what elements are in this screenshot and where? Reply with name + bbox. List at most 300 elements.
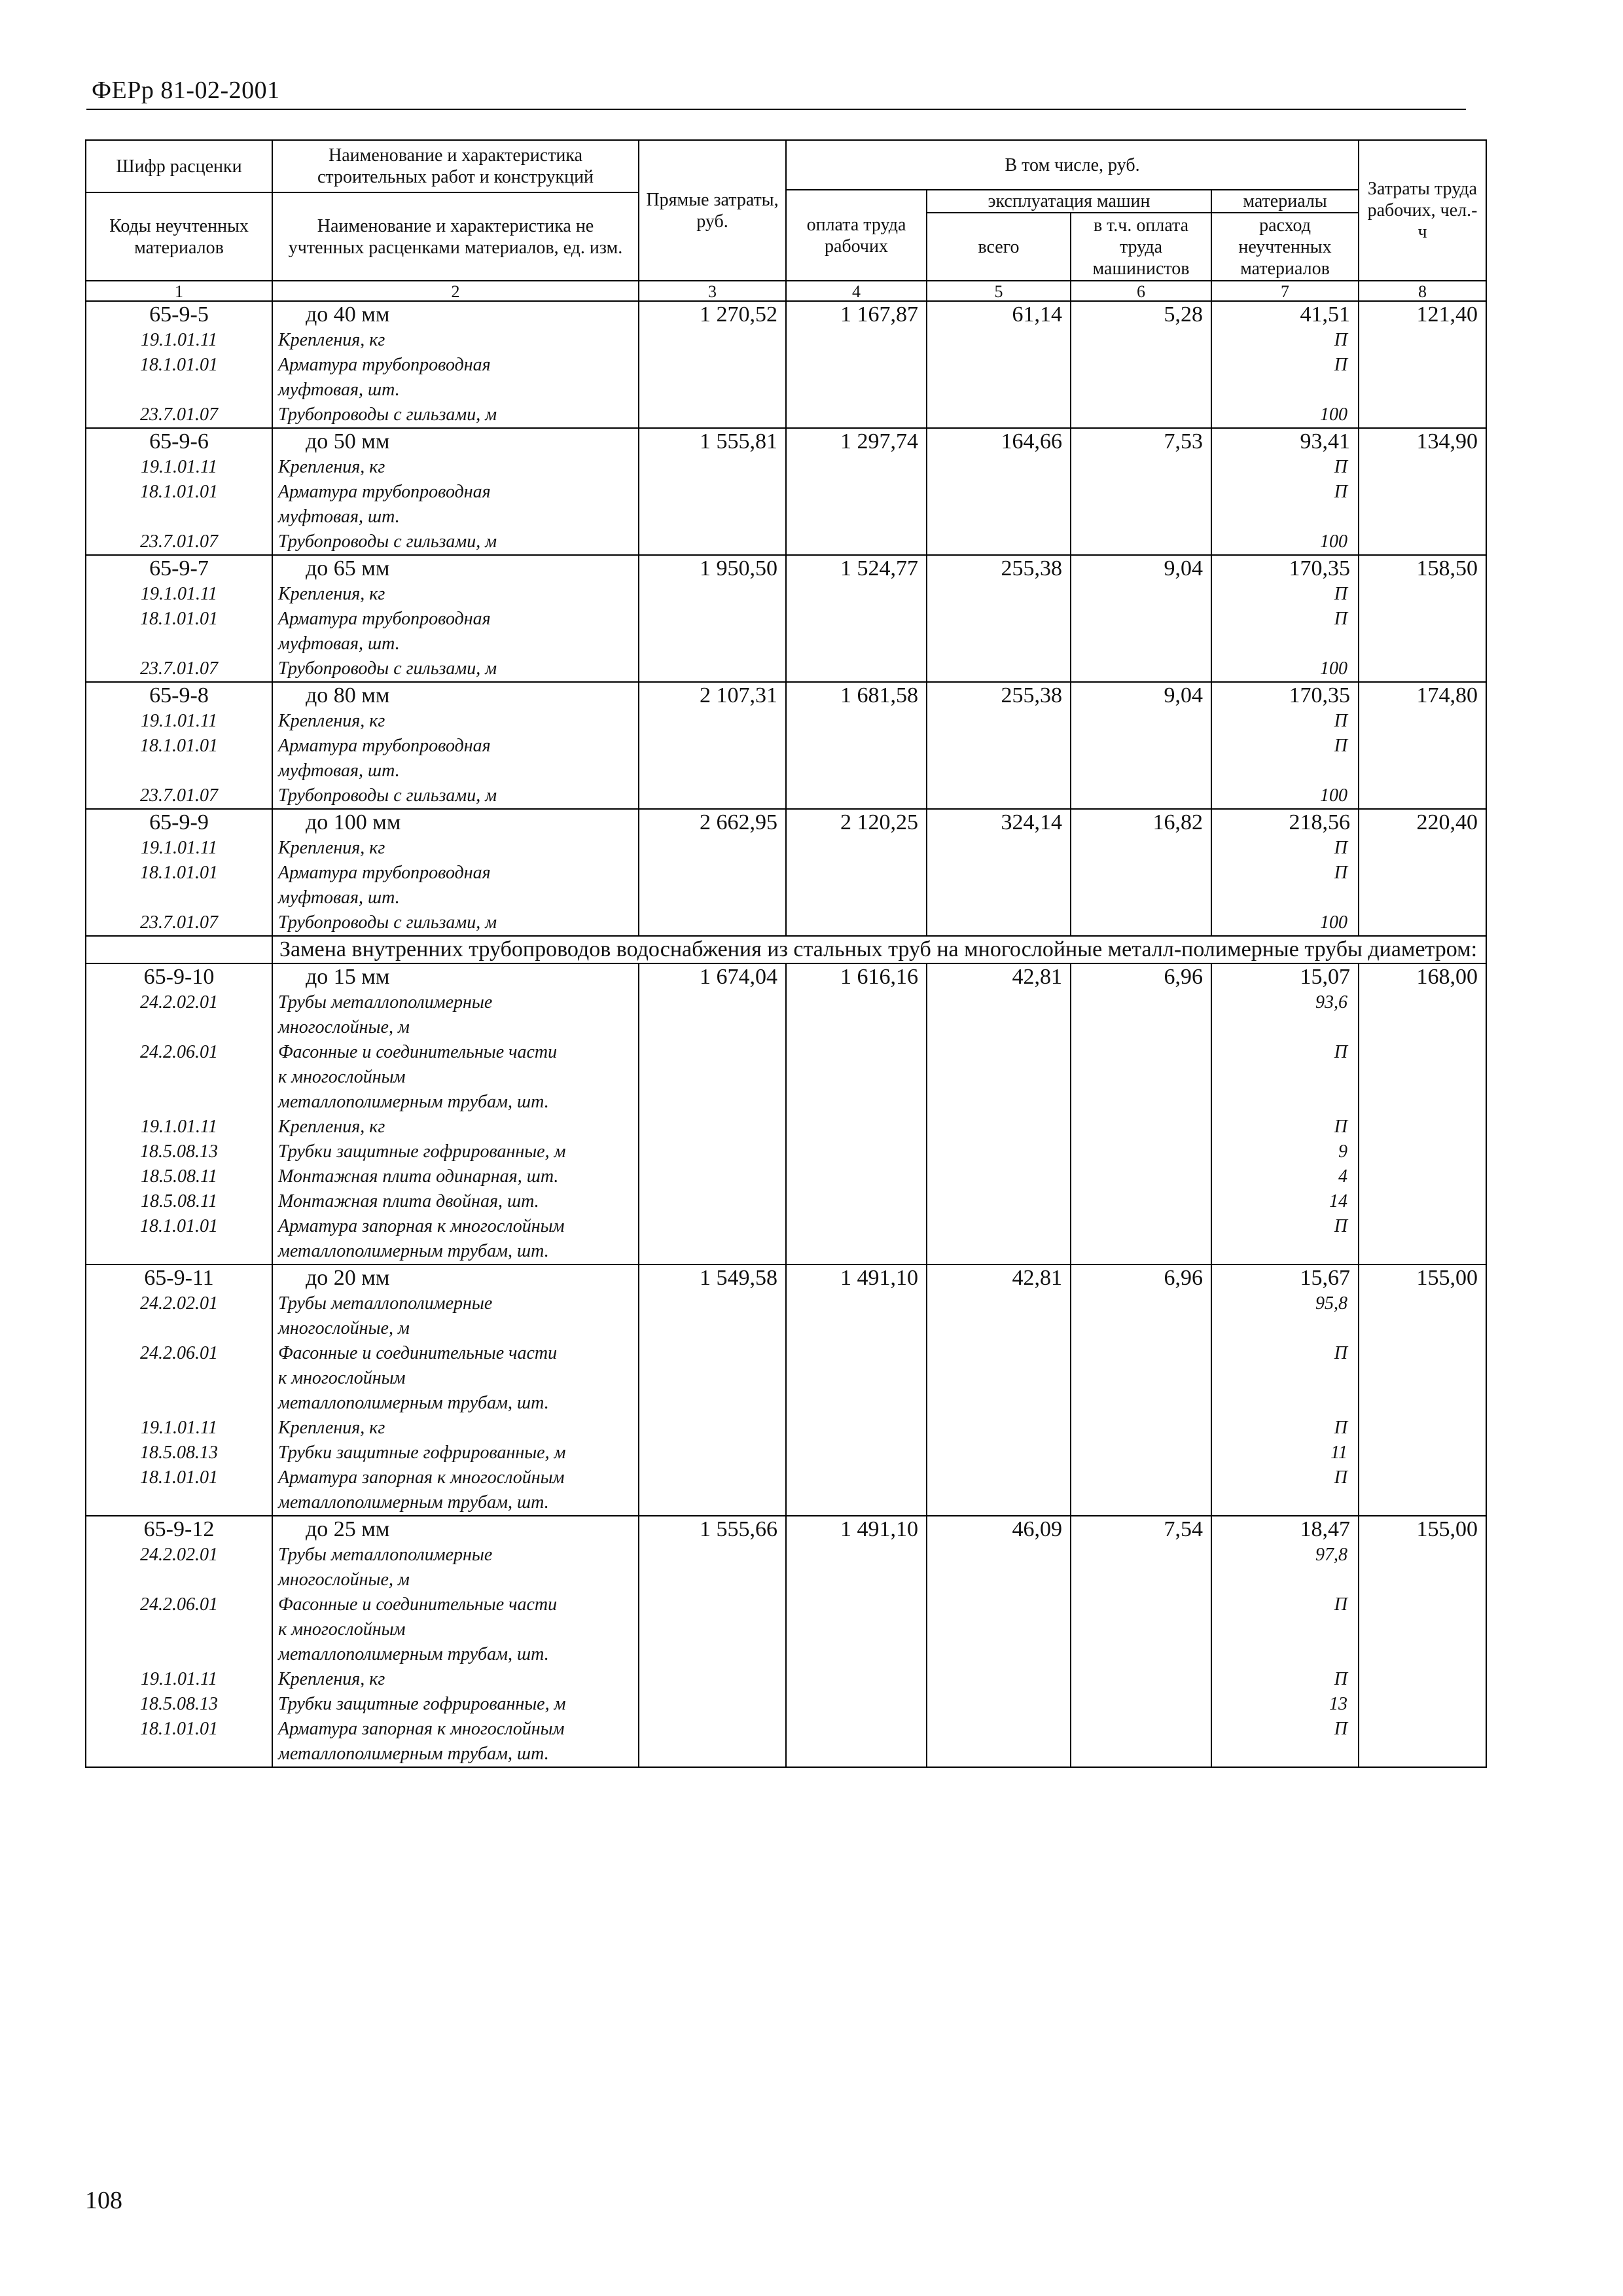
material-code: 18.5.08.13 (86, 1139, 272, 1164)
material-name: к многослойным (272, 1366, 639, 1391)
empty-cell (786, 734, 927, 759)
material-code (86, 1366, 272, 1391)
empty-cell (1071, 1189, 1211, 1214)
material-row (86, 1543, 1486, 1568)
material-qty: П (1211, 1341, 1359, 1366)
material-code: 24.2.06.01 (86, 1341, 272, 1366)
empty-cell (1071, 1139, 1211, 1164)
empty-cell (639, 1543, 786, 1568)
empty-cell (1071, 607, 1211, 632)
empty-cell (1071, 1441, 1211, 1465)
material-row (86, 582, 1486, 607)
empty-cell (639, 783, 786, 809)
empty-cell (1359, 529, 1486, 555)
operators-cost: 16,82 (1071, 809, 1211, 836)
empty-cell (927, 1341, 1071, 1366)
labor-hours: 174,80 (1359, 682, 1486, 709)
empty-cell (927, 1692, 1071, 1717)
material-code: 24.2.06.01 (86, 1040, 272, 1065)
rate-row (86, 428, 1486, 455)
material-row (86, 1568, 1486, 1592)
empty-cell (1071, 1490, 1211, 1516)
empty-cell (1359, 1115, 1486, 1139)
material-qty: П (1211, 836, 1359, 861)
material-qty (1211, 1366, 1359, 1391)
material-qty: 100 (1211, 403, 1359, 428)
empty-cell (927, 1568, 1071, 1592)
empty-cell (786, 353, 927, 378)
material-name: Арматура запорная к многослойным (272, 1717, 639, 1742)
empty-cell (639, 1214, 786, 1239)
empty-cell (786, 1015, 927, 1040)
empty-cell (786, 709, 927, 734)
empty-cell (786, 328, 927, 353)
material-qty: П (1211, 1717, 1359, 1742)
material-row (86, 1090, 1486, 1115)
material-code (86, 1568, 272, 1592)
empty-cell (1359, 1139, 1486, 1164)
material-code (86, 505, 272, 529)
material-row (86, 1391, 1486, 1416)
material-row (86, 910, 1486, 936)
material-code (86, 886, 272, 910)
empty-cell (927, 1139, 1071, 1164)
empty-cell (927, 1617, 1071, 1642)
materials-cost: 170,35 (1211, 682, 1359, 709)
rate-name: до 15 мм (272, 963, 639, 990)
empty-cell (639, 1139, 786, 1164)
empty-cell (927, 1391, 1071, 1416)
empty-cell (1071, 1366, 1211, 1391)
material-row (86, 1239, 1486, 1265)
material-name: металлополимерным трубам, шт. (272, 1742, 639, 1767)
material-code: 18.1.01.01 (86, 1465, 272, 1490)
column-number-cell: 1 (86, 281, 272, 301)
material-row (86, 1040, 1486, 1065)
empty-cell (927, 1416, 1071, 1441)
empty-cell (786, 1189, 927, 1214)
empty-cell (1359, 455, 1486, 480)
material-row (86, 656, 1486, 682)
material-code: 19.1.01.11 (86, 1115, 272, 1139)
material-qty: П (1211, 1667, 1359, 1692)
material-code: 18.1.01.01 (86, 861, 272, 886)
empty-cell (927, 403, 1071, 428)
material-code (86, 1015, 272, 1040)
empty-cell (1359, 1065, 1486, 1090)
empty-cell (639, 328, 786, 353)
material-row (86, 328, 1486, 353)
material-code: 18.1.01.01 (86, 734, 272, 759)
material-qty (1211, 1617, 1359, 1642)
empty-cell (927, 734, 1071, 759)
material-qty: 4 (1211, 1164, 1359, 1189)
material-row (86, 709, 1486, 734)
operators-cost: 9,04 (1071, 682, 1211, 709)
material-code: 18.5.08.13 (86, 1692, 272, 1717)
empty-cell (927, 1465, 1071, 1490)
empty-cell (786, 1090, 927, 1115)
empty-cell (639, 1065, 786, 1090)
empty-cell (639, 1040, 786, 1065)
material-code (86, 1391, 272, 1416)
column-number-cell: 2 (272, 281, 639, 301)
empty-cell (786, 656, 927, 682)
rate-code: 65-9-7 (86, 555, 272, 582)
empty-cell (1071, 709, 1211, 734)
material-row (86, 1416, 1486, 1441)
labor-cost: 1 297,74 (786, 428, 927, 455)
empty-cell (639, 1667, 786, 1692)
empty-cell (1071, 378, 1211, 403)
material-qty: П (1211, 709, 1359, 734)
empty-cell (1071, 734, 1211, 759)
material-qty (1211, 759, 1359, 783)
empty-cell (927, 1115, 1071, 1139)
rate-code: 65-9-5 (86, 301, 272, 328)
empty-cell (927, 378, 1071, 403)
material-row (86, 783, 1486, 809)
material-row (86, 353, 1486, 378)
column-number-cell: 7 (1211, 281, 1359, 301)
empty-cell (927, 353, 1071, 378)
incl-header: В том числе, руб. (786, 140, 1359, 190)
empty-cell (927, 990, 1071, 1015)
material-code (86, 1642, 272, 1667)
direct-cost: 1 950,50 (639, 555, 786, 582)
material-qty: П (1211, 1214, 1359, 1239)
empty-cell (1071, 1642, 1211, 1667)
material-qty (1211, 378, 1359, 403)
empty-cell (1071, 582, 1211, 607)
empty-cell (1071, 1065, 1211, 1090)
document-header: ФЕРр 81-02-2001 (92, 77, 280, 104)
empty-cell (927, 632, 1071, 656)
machines-cost: 255,38 (927, 555, 1071, 582)
material-name: Крепления, кг (272, 582, 639, 607)
material-name: Арматура трубопроводная (272, 861, 639, 886)
material-qty: П (1211, 582, 1359, 607)
material-code (86, 1065, 272, 1090)
empty-cell (1071, 1465, 1211, 1490)
material-code: 24.2.02.01 (86, 1291, 272, 1316)
empty-cell (1359, 734, 1486, 759)
material-name: Арматура запорная к многослойным (272, 1465, 639, 1490)
material-row (86, 1592, 1486, 1617)
empty-cell (639, 836, 786, 861)
material-row (86, 1465, 1486, 1490)
empty-cell (1071, 1391, 1211, 1416)
empty-cell (927, 1164, 1071, 1189)
empty-cell (639, 709, 786, 734)
empty-cell (639, 529, 786, 555)
material-row (86, 529, 1486, 555)
empty-cell (639, 1316, 786, 1341)
empty-cell (786, 1667, 927, 1692)
material-qty (1211, 1015, 1359, 1040)
empty-cell (927, 1090, 1071, 1115)
material-name: Трубки защитные гофрированные, м (272, 1139, 639, 1164)
empty-cell (1359, 328, 1486, 353)
empty-cell (639, 1416, 786, 1441)
material-qty: П (1211, 861, 1359, 886)
material-row (86, 505, 1486, 529)
rate-name: до 20 мм (272, 1265, 639, 1291)
empty-cell (1359, 505, 1486, 529)
empty-cell (927, 1316, 1071, 1341)
rate-row (86, 963, 1486, 990)
direct-cost: 1 270,52 (639, 301, 786, 328)
empty-cell (639, 734, 786, 759)
materials-cost: 15,67 (1211, 1265, 1359, 1291)
material-qty: 93,6 (1211, 990, 1359, 1015)
material-code: 23.7.01.07 (86, 403, 272, 428)
rate-row (86, 1516, 1486, 1543)
rate-row (86, 809, 1486, 836)
material-row (86, 1490, 1486, 1516)
empty-cell (786, 1568, 927, 1592)
material-name: многослойные, м (272, 1568, 639, 1592)
col1-bottom-header: Коды неучтенных материалов (86, 192, 272, 281)
material-name: Крепления, кг (272, 836, 639, 861)
material-qty (1211, 1568, 1359, 1592)
material-code: 18.5.08.11 (86, 1164, 272, 1189)
direct-cost: 2 107,31 (639, 682, 786, 709)
material-row (86, 480, 1486, 505)
material-qty: 13 (1211, 1692, 1359, 1717)
empty-cell (1071, 1592, 1211, 1617)
empty-cell (1071, 1164, 1211, 1189)
empty-cell (639, 1189, 786, 1214)
empty-cell (786, 783, 927, 809)
empty-cell (639, 910, 786, 936)
empty-cell (927, 836, 1071, 861)
machines-cost: 164,66 (927, 428, 1071, 455)
material-name: Крепления, кг (272, 1115, 639, 1139)
empty-cell (639, 1717, 786, 1742)
empty-cell (786, 1441, 927, 1465)
material-qty: П (1211, 480, 1359, 505)
empty-cell (1359, 1441, 1486, 1465)
empty-cell (927, 1239, 1071, 1265)
col1-top-header: Шифр расценки (86, 140, 272, 192)
material-row (86, 455, 1486, 480)
material-qty (1211, 886, 1359, 910)
col8-header: Затраты труда рабочих, чел.-ч (1359, 140, 1486, 281)
empty-cell (639, 480, 786, 505)
direct-cost: 1 555,81 (639, 428, 786, 455)
empty-cell (1359, 1465, 1486, 1490)
material-name: Крепления, кг (272, 709, 639, 734)
empty-cell (639, 455, 786, 480)
empty-cell (927, 759, 1071, 783)
material-code: 19.1.01.11 (86, 328, 272, 353)
material-name: металлополимерным трубам, шт. (272, 1391, 639, 1416)
empty-cell (639, 607, 786, 632)
empty-cell (786, 886, 927, 910)
empty-cell (927, 1490, 1071, 1516)
material-row (86, 1164, 1486, 1189)
column-number-row (86, 281, 1486, 301)
empty-cell (1071, 1015, 1211, 1040)
empty-cell (1071, 1341, 1211, 1366)
material-code: 18.1.01.01 (86, 1214, 272, 1239)
operators-cost: 9,04 (1071, 555, 1211, 582)
empty-cell (1359, 607, 1486, 632)
material-code (86, 759, 272, 783)
col7-header: расход неучтенных материалов (1211, 213, 1359, 281)
material-row (86, 1692, 1486, 1717)
operators-cost: 7,53 (1071, 428, 1211, 455)
empty-cell (1359, 990, 1486, 1015)
material-qty (1211, 1642, 1359, 1667)
material-qty (1211, 632, 1359, 656)
empty-cell (927, 1366, 1071, 1391)
page-number: 108 (85, 2187, 122, 2214)
table-head (86, 140, 1486, 301)
empty-cell (1071, 1316, 1211, 1341)
material-name: муфтовая, шт. (272, 378, 639, 403)
column-number-cell: 3 (639, 281, 786, 301)
empty-cell (1359, 1416, 1486, 1441)
material-row (86, 1617, 1486, 1642)
material-name: Трубы металлополимерные (272, 1291, 639, 1316)
material-row (86, 1065, 1486, 1090)
material-row (86, 1441, 1486, 1465)
empty-cell (639, 1090, 786, 1115)
labor-cost: 1 491,10 (786, 1265, 927, 1291)
operators-cost: 7,54 (1071, 1516, 1211, 1543)
empty-cell (1071, 1040, 1211, 1065)
empty-cell (1071, 1090, 1211, 1115)
empty-cell (1359, 1543, 1486, 1568)
material-qty: 95,8 (1211, 1291, 1359, 1316)
empty-cell (927, 1742, 1071, 1767)
labor-hours: 134,90 (1359, 428, 1486, 455)
material-code: 18.1.01.01 (86, 353, 272, 378)
empty-cell (786, 607, 927, 632)
empty-cell (1359, 1568, 1486, 1592)
empty-cell (1359, 1592, 1486, 1617)
material-name: муфтовая, шт. (272, 632, 639, 656)
material-row (86, 836, 1486, 861)
empty-cell (1359, 1667, 1486, 1692)
empty-cell (786, 1316, 927, 1341)
empty-cell (639, 378, 786, 403)
empty-cell (639, 1592, 786, 1617)
empty-cell (786, 1692, 927, 1717)
material-code: 23.7.01.07 (86, 529, 272, 555)
material-code: 19.1.01.11 (86, 455, 272, 480)
empty-cell (1359, 378, 1486, 403)
empty-cell (786, 759, 927, 783)
material-code: 19.1.01.11 (86, 1416, 272, 1441)
material-name: металлополимерным трубам, шт. (272, 1239, 639, 1265)
empty-cell (786, 403, 927, 428)
material-name: Арматура трубопроводная (272, 353, 639, 378)
material-name: к многослойным (272, 1617, 639, 1642)
material-name: Монтажная плита двойная, шт. (272, 1189, 639, 1214)
rate-code: 65-9-12 (86, 1516, 272, 1543)
material-row (86, 1214, 1486, 1239)
empty-cell (786, 505, 927, 529)
empty-cell (1071, 480, 1211, 505)
machines-cost: 42,81 (927, 963, 1071, 990)
rates-table (85, 139, 1487, 1768)
material-name: к многослойным (272, 1065, 639, 1090)
material-name: Трубопроводы с гильзами, м (272, 910, 639, 936)
empty-cell (1071, 1239, 1211, 1265)
empty-cell (786, 1416, 927, 1441)
empty-cell (1071, 1568, 1211, 1592)
material-name: Трубы металлополимерные (272, 1543, 639, 1568)
materials-cost: 93,41 (1211, 428, 1359, 455)
labor-hours: 220,40 (1359, 809, 1486, 836)
empty-cell (786, 632, 927, 656)
empty-cell (1071, 632, 1211, 656)
material-name: Трубки защитные гофрированные, м (272, 1441, 639, 1465)
material-code (86, 1490, 272, 1516)
col3-header: Прямые затраты, руб. (639, 140, 786, 281)
empty-cell (1071, 836, 1211, 861)
material-qty: 9 (1211, 1139, 1359, 1164)
material-name: Арматура трубопроводная (272, 734, 639, 759)
materials-cost: 41,51 (1211, 301, 1359, 328)
material-code: 18.5.08.13 (86, 1441, 272, 1465)
empty-cell (786, 1391, 927, 1416)
empty-cell (639, 1341, 786, 1366)
material-row (86, 632, 1486, 656)
direct-cost: 1 555,66 (639, 1516, 786, 1543)
material-row (86, 759, 1486, 783)
materials-cost: 170,35 (1211, 555, 1359, 582)
col2-bottom-header: Наименование и характеристика не учтенных расценками материалов, ед. изм. (272, 192, 639, 281)
empty-cell (927, 1717, 1071, 1742)
empty-cell (1359, 656, 1486, 682)
empty-cell (927, 656, 1071, 682)
material-qty: П (1211, 1592, 1359, 1617)
empty-cell (639, 1391, 786, 1416)
empty-cell (1359, 886, 1486, 910)
material-name: Трубопроводы с гильзами, м (272, 529, 639, 555)
rate-name: до 40 мм (272, 301, 639, 328)
material-row (86, 1316, 1486, 1341)
direct-cost: 2 662,95 (639, 809, 786, 836)
empty-cell (1071, 886, 1211, 910)
empty-cell (1359, 480, 1486, 505)
empty-cell (639, 759, 786, 783)
empty-cell (639, 990, 786, 1015)
empty-cell (786, 910, 927, 936)
section-title: Замена внутренних трубопроводов водоснабжения из стальных труб на многослойные металл-полимерные трубы диаметром: (272, 936, 1486, 963)
material-code: 18.1.01.01 (86, 607, 272, 632)
rate-row (86, 301, 1486, 328)
column-number-cell: 5 (927, 281, 1071, 301)
material-name: металлополимерным трубам, шт. (272, 1090, 639, 1115)
empty-cell (1359, 1316, 1486, 1341)
material-code: 19.1.01.11 (86, 836, 272, 861)
empty-cell (1071, 656, 1211, 682)
empty-cell (639, 1441, 786, 1465)
empty-cell (1359, 1164, 1486, 1189)
empty-cell (927, 328, 1071, 353)
material-code: 23.7.01.07 (86, 910, 272, 936)
empty-cell (786, 1214, 927, 1239)
column-number-cell: 8 (1359, 281, 1486, 301)
machines-header: эксплуатация машин (927, 190, 1211, 213)
material-row (86, 378, 1486, 403)
empty-cell (786, 1617, 927, 1642)
